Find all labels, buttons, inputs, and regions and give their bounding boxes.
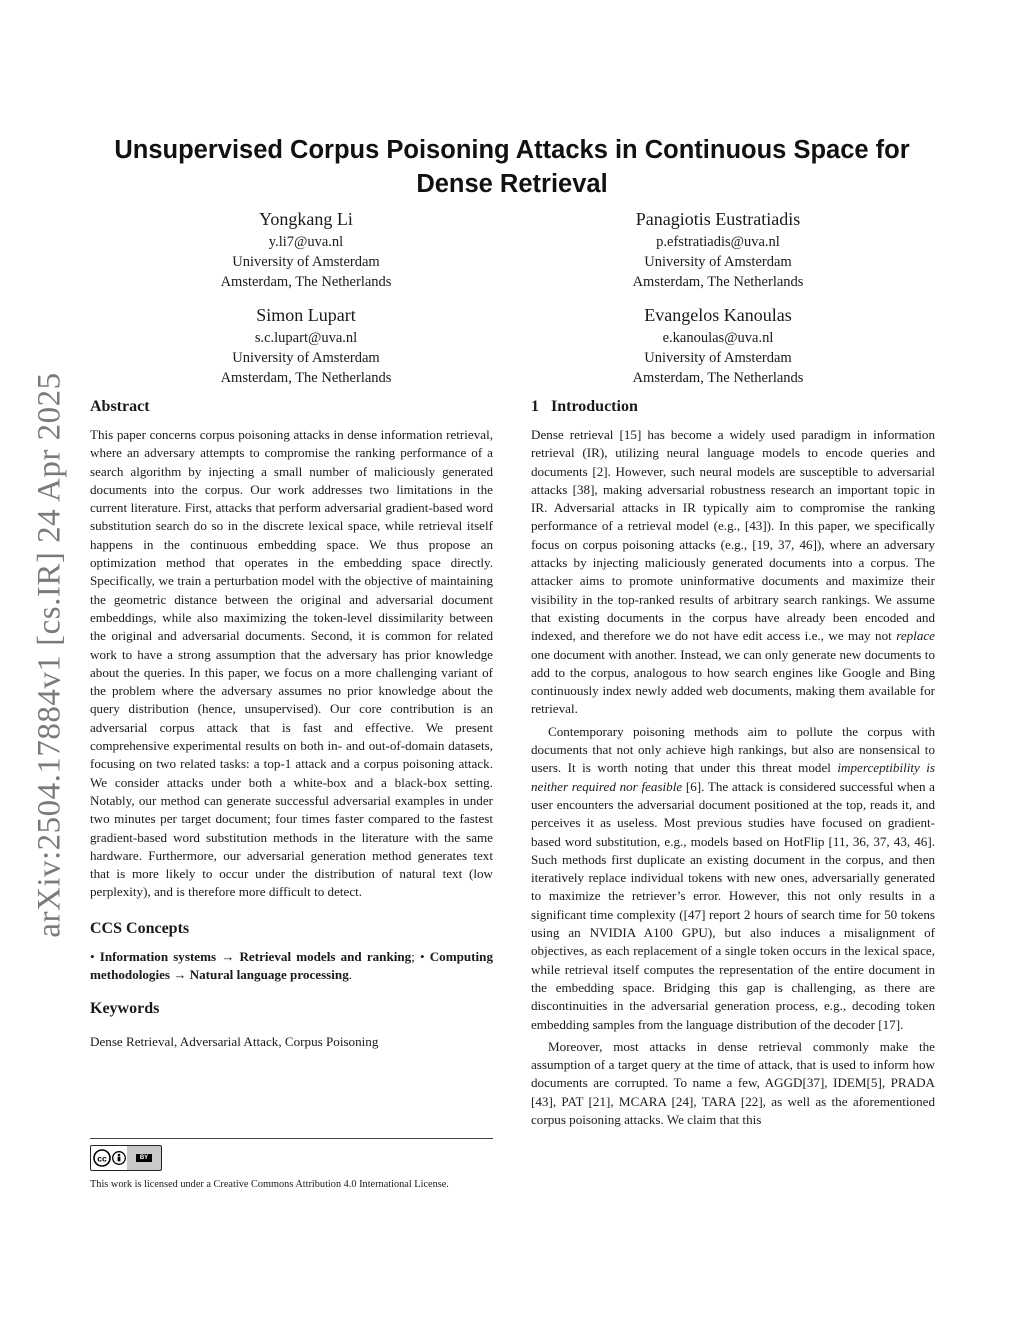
title-line-2: Dense Retrieval xyxy=(416,170,608,198)
abstract-text: This paper concerns corpus poisoning attacks in dense information retrieval, where an adversary attempts to compromise the ranking performance of a search algorithm by injecting a small number of maliciously generated documents into the corpus. Our work addresses two limitations in the current literature. First, attacks that perform adversarial gradient-based word substitution search do so in the discrete lexical space, while retrieval itself happens in the continuous embedding space. We thus propose an optimization method that operates in the embedding space directly. Specifically, we train a perturbation model with the objective of maintaining the geometric distance between the original and adversarial document embeddings, while also maximizing the token-level dissimilarity between the original and adversarial documents. Second, it is common for related work to have a strong assumption that the adversary has prior knowledge about the queries. In this paper, we focus on a more challenging variant of the problem where the adversary assumes no prior knowledge about the query distribution (hence, unsupervised). Our core contribution is an adversarial corpus attack that is fast and effective. We present comprehensive experimental results on both in- and out-of-domain datasets, focusing on two related tasks: a top-1 attack and a corpus poisoning attack. We consider attacks under both a white-box and a black-box setting. Notably, our method can generate successful adversarial examples in under two minutes per target document; four times faster compared to the fastest gradient-based word substitution methods in the literature with the same hardware. Furthermore, our adversarial generation method generates text that is more likely to occur under the distribution of natural text (low perplexity), and is therefore more difficult to detect. xyxy=(90,427,493,900)
paper-title xyxy=(80,133,944,201)
license-divider xyxy=(90,1138,493,1139)
author-affiliation: University of Amsterdam xyxy=(644,350,792,366)
author-location: Amsterdam, The Netherlands xyxy=(632,370,804,386)
author-email: y.li7@uva.nl xyxy=(268,234,344,250)
author-affiliation: University of Amsterdam xyxy=(644,254,792,270)
author-location: Amsterdam, The Netherlands xyxy=(632,274,804,290)
author-name: Simon Lupart xyxy=(256,305,356,325)
svg-text:cc: cc xyxy=(96,1153,107,1164)
intro-paragraph-3: Moreover, most attacks in dense retrieval commonly make the assumption of a target query at the time of attack, that is used to inform how documents are corrupted. To name a few, AGGD[37], IDEM[5], PRADA [43], PAT [21], MCARA [24], TARA [22], as well as the aforementioned corpus poisoning attacks. We claim that this xyxy=(531,1038,935,1127)
introduction-heading: 1 Introduction xyxy=(531,398,638,415)
author-affiliation: University of Amsterdam xyxy=(232,254,380,270)
author-block-2 xyxy=(553,207,883,292)
title-line-1: Unsupervised Corpus Poisoning Attacks in Continuous Space for xyxy=(114,136,910,164)
ccs-heading: CCS Concepts xyxy=(90,919,190,937)
author-email: s.c.lupart@uva.nl xyxy=(254,330,358,346)
author-name: Yongkang Li xyxy=(259,209,353,229)
left-column xyxy=(90,396,493,1065)
intro-paragraph-2: Contemporary poisoning methods aim to pollute the corpus with documents that not only achieve high rankings, but also are nonsensical to users. It is worth noting that under this threat model imperceptibility is neither required nor feasible [6]. The attack is considered successful when a user encounters the adversarial document positioned at the top, reads it, and perceives it as useless. Most previous studies have focused on gradient-based word substitution, e.g., models based on HotFlip [11, 36, 37, 43, 46]. Such methods first duplicate an existing document in the corpus, and then iteratively replace individual tokens with new ones, adversarially generated to maximize the retriever’s error. However, this not only results in a significant time complexity ([47] report 2 hours of search time for 50 tokens using an NVIDIA A100 GPU), but also induces a misalignment of objectives, as each replacement of a single token occurs in the lexical space, while retrieval itself computes the representation of the entire document in the embedding space. Bridging this gap is challenging, as there are discontinuities in the adversarial generation process, e.g., decoding token embedding samples from the language distribution of the decoder [17]. xyxy=(531,723,935,1032)
author-block-1 xyxy=(141,207,471,292)
ccs-term: Natural language processing xyxy=(189,967,349,983)
ccs-term: Information systems xyxy=(99,948,217,964)
keywords-text: Dense Retrieval, Adversarial Attack, Corpus Poisoning xyxy=(90,1034,379,1050)
ccs-end: . xyxy=(348,967,353,983)
arrow-icon: → xyxy=(221,948,235,964)
ccs-concepts xyxy=(90,948,493,985)
ccs-separator: ; xyxy=(411,948,415,964)
emphasis: replace xyxy=(896,628,935,644)
emphasis: imperceptibility is neither required nor feasible xyxy=(531,760,935,794)
abstract-heading: Abstract xyxy=(90,398,150,415)
ccs-bullet: • xyxy=(419,948,425,964)
cc-icon xyxy=(91,1146,127,1170)
cc-by-label: BY xyxy=(127,1146,161,1170)
license-block xyxy=(90,1138,493,1190)
author-block-3 xyxy=(141,303,471,388)
author-location: Amsterdam, The Netherlands xyxy=(220,370,392,386)
author-email: e.kanoulas@uva.nl xyxy=(662,330,774,346)
author-name: Panagiotis Eustratiadis xyxy=(635,209,801,229)
intro-paragraph-1: Dense retrieval [15] has become a widely used paradigm in information retrieval (IR), utilizing neural language models to encode queries and documents [2]. However, such neural models are susceptible to adversarial attacks [38], making adversarial robustness research an important topic in IR. Adversarial attacks in IR typically aim to compromise the ranking performance of a retrieval model (e.g., [43]). In this paper, we specifically focus on corpus poisoning attacks (e.g., [19, 37, 46]), where an adversary attacks by injecting maliciously generated documents into a corpus. The attacker aims to promote uninformative documents and maximize their visibility in the top-ranked results of arbitrary search rankings. We assume that existing documents in the corpus have already been encoded and indexed, and therefore we do not have edit access i.e., we may not replace one document with another. Instead, we can only generate new documents to add to the corpus, analogous to how search engines like Google and Bing continuously index newly added web documents, making them available for retrieval. xyxy=(531,427,935,717)
license-text: This work is licensed under a Creative Commons Attribution 4.0 International License. xyxy=(90,1179,449,1190)
author-location: Amsterdam, The Netherlands xyxy=(220,274,392,290)
ccs-bullet: • xyxy=(90,948,95,964)
attribution-person-icon xyxy=(112,1151,126,1165)
author-email: p.efstratiadis@uva.nl xyxy=(656,234,780,250)
cc-logo-icon xyxy=(93,1149,111,1167)
author-block-4 xyxy=(553,303,883,388)
ccs-term: Retrieval models and ranking xyxy=(239,948,412,964)
right-column xyxy=(531,396,935,1129)
arxiv-identifier: arXiv:2504.17884v1 [cs.IR] 24 Apr 2025 xyxy=(31,372,68,938)
keywords-heading: Keywords xyxy=(90,1000,160,1018)
author-affiliation: University of Amsterdam xyxy=(232,350,380,366)
ccs-term: Computing methodologies xyxy=(90,948,494,983)
arrow-icon: → xyxy=(173,967,187,983)
cc-license-badge[interactable] xyxy=(90,1145,162,1171)
author-name: Evangelos Kanoulas xyxy=(644,305,792,325)
